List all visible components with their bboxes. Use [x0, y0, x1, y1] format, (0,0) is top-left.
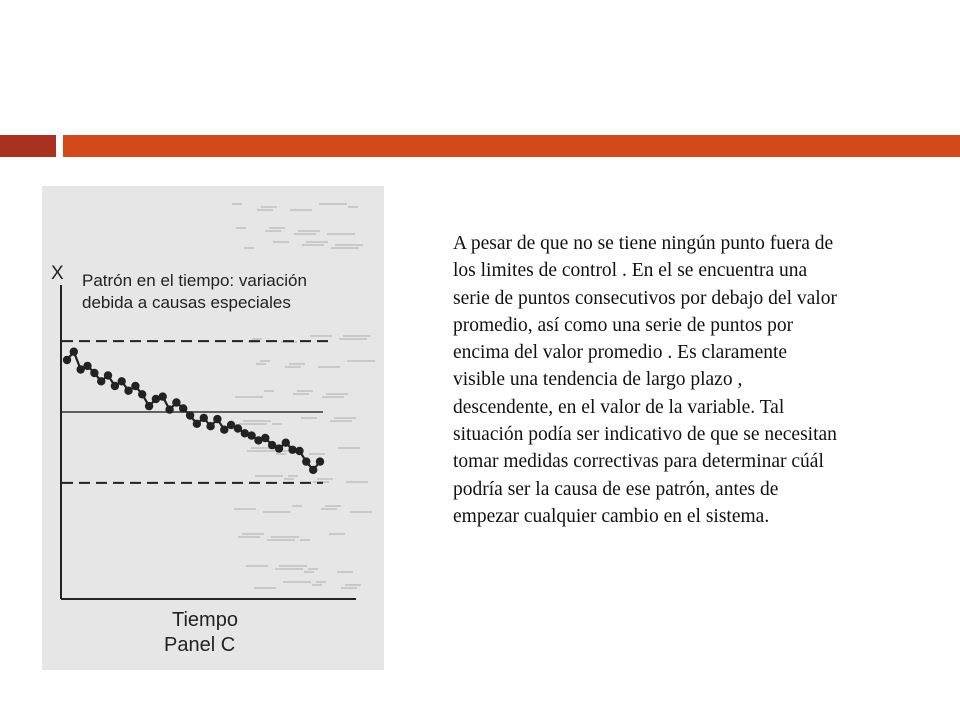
- data-point: [261, 434, 269, 442]
- data-point: [309, 466, 317, 474]
- data-point: [179, 404, 187, 412]
- data-point: [165, 405, 173, 413]
- control-chart-svg: [42, 186, 384, 670]
- accent-bar-left: [0, 135, 56, 157]
- data-point: [220, 426, 228, 434]
- data-point: [213, 415, 221, 423]
- x-axis-label: Tiempo: [172, 609, 238, 631]
- series-line: [67, 352, 320, 470]
- description-text: A pesar de que no se tiene ningún punto fuera de los limites de control . En el se encuentra una serie de puntos consecutivos por debajo del valor promedio, así como una serie de puntos por encima del valor promedio . Es claramente visible una tendencia de largo plazo , descendente, en el valor de la variable. Tal situación podía ser indicativo de que se necesitan tomar medidas correctivas para determinar cúál podría ser la causa de ese patrón, antes de empezar cualquier cambio en el sistema.: [453, 233, 837, 527]
- data-point: [172, 398, 180, 406]
- data-point: [206, 422, 214, 430]
- chart-title-line-1: Patrón en el tiempo: variación: [82, 271, 307, 290]
- data-point: [63, 356, 71, 364]
- data-point: [138, 390, 146, 398]
- panel-label: Panel C: [164, 634, 236, 656]
- data-point: [124, 387, 132, 395]
- data-point: [83, 362, 91, 370]
- data-point: [275, 444, 283, 452]
- data-point: [316, 457, 324, 465]
- scan-noise: [232, 204, 375, 588]
- data-point: [70, 348, 78, 356]
- y-axis-label: X: [51, 263, 64, 284]
- data-point: [90, 369, 98, 377]
- data-points: [63, 348, 324, 475]
- data-point: [302, 457, 310, 465]
- data-point: [186, 411, 194, 419]
- accent-bar-right: [63, 135, 960, 157]
- data-point: [295, 447, 303, 455]
- data-point: [282, 439, 290, 447]
- data-point: [193, 420, 201, 428]
- data-point: [118, 377, 126, 385]
- data-point: [247, 431, 255, 439]
- data-point: [234, 424, 242, 432]
- control-chart-figure: [42, 186, 384, 670]
- data-point: [131, 382, 139, 390]
- data-point: [111, 382, 119, 390]
- data-point: [145, 402, 153, 410]
- data-point: [104, 371, 112, 379]
- data-point: [159, 392, 167, 400]
- data-point: [200, 414, 208, 422]
- chart-title-line-2: debida a causas especiales: [82, 293, 291, 312]
- data-point: [97, 377, 105, 385]
